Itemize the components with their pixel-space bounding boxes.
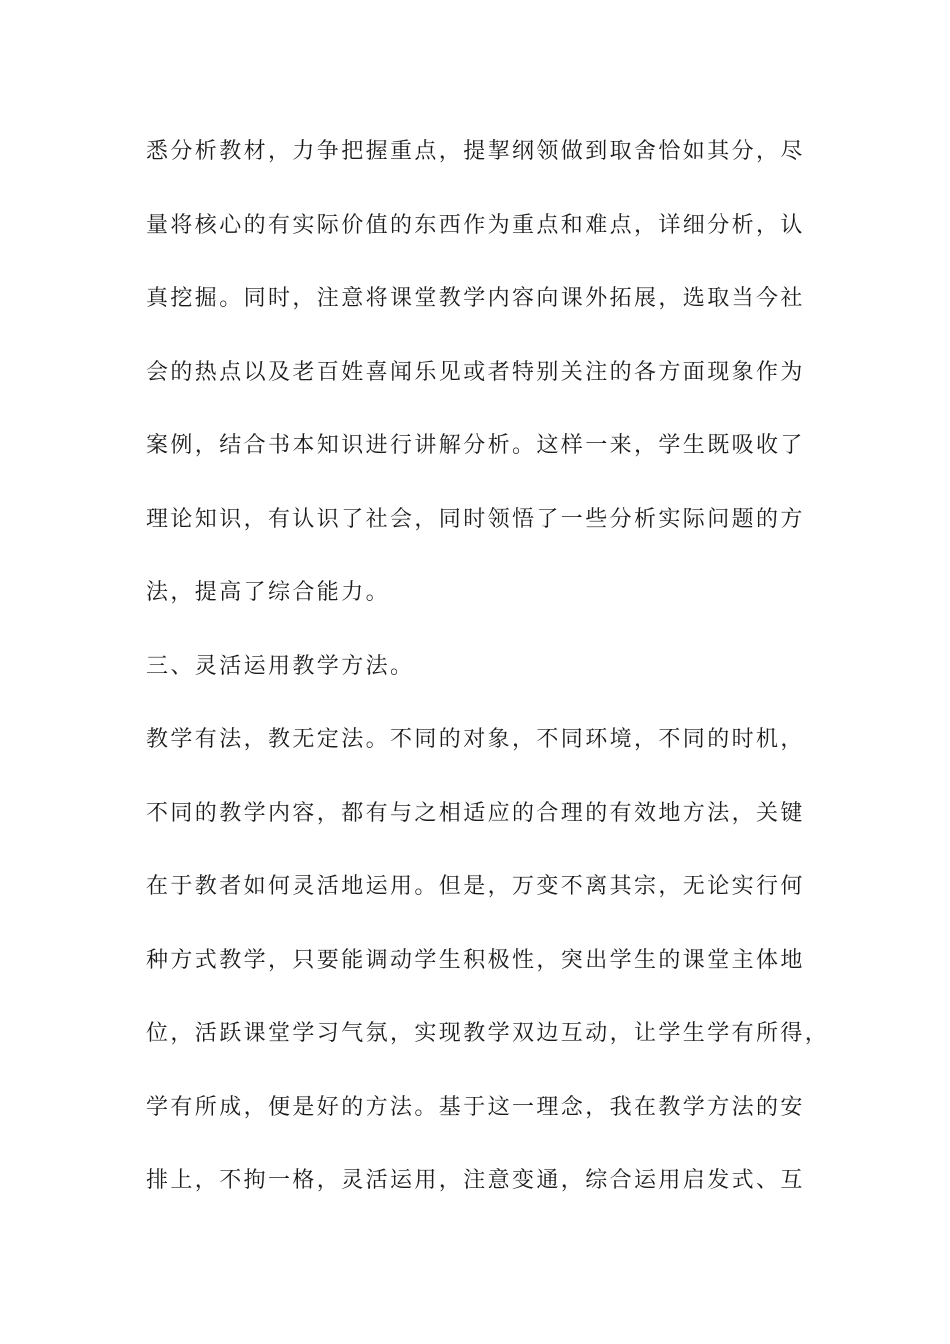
text-line-3: 真挖掘。同时，注意将课堂教学内容向课外拓展，选取当今社 [146, 286, 805, 311]
body-text [146, 126, 830, 1229]
text-line-9: 教学有法，教无定法。不同的对象，不同环境，不同的时机， [146, 727, 805, 752]
text-line-7: 法，提高了综合能力。 [146, 580, 391, 605]
text-line-1: 悉分析教材，力争把握重点，提挈纲领做到取舍恰如其分，尽 [146, 139, 805, 164]
section-heading: 三、灵活运用教学方法。 [146, 653, 415, 679]
text-line-4: 会的热点以及老百姓喜闻乐见或者特别关注的各方面现象作为 [146, 359, 805, 385]
text-line-15: 排上，不拘一格，灵活运用，注意变通，综合运用启发式、互 [146, 1168, 805, 1193]
text-line-2: 量将核心的有实际价值的东西作为重点和难点，详细分析，认 [146, 212, 805, 238]
text-line-6: 理论知识，有认识了社会，同时领悟了一些分析实际问题的方 [146, 506, 805, 532]
text-line-10: 不同的教学内容，都有与之相适应的合理的有效地方法，关键 [146, 800, 805, 826]
text-line-12: 种方式教学，只要能调动学生积极性，突出学生的课堂主体地 [146, 947, 805, 973]
text-line-5: 案例，结合书本知识进行讲解分析。这样一来，学生既吸收了 [146, 433, 805, 458]
text-line-13: 位，活跃课堂学习气氛，实现教学双边互动，让学生学有所得， [146, 1021, 830, 1046]
text-line-11: 在于教者如何灵活地运用。但是，万变不离其宗，无论实行何 [146, 874, 805, 899]
text-line-14: 学有所成，便是好的方法。基于这一理念，我在教学方法的安 [146, 1094, 805, 1120]
